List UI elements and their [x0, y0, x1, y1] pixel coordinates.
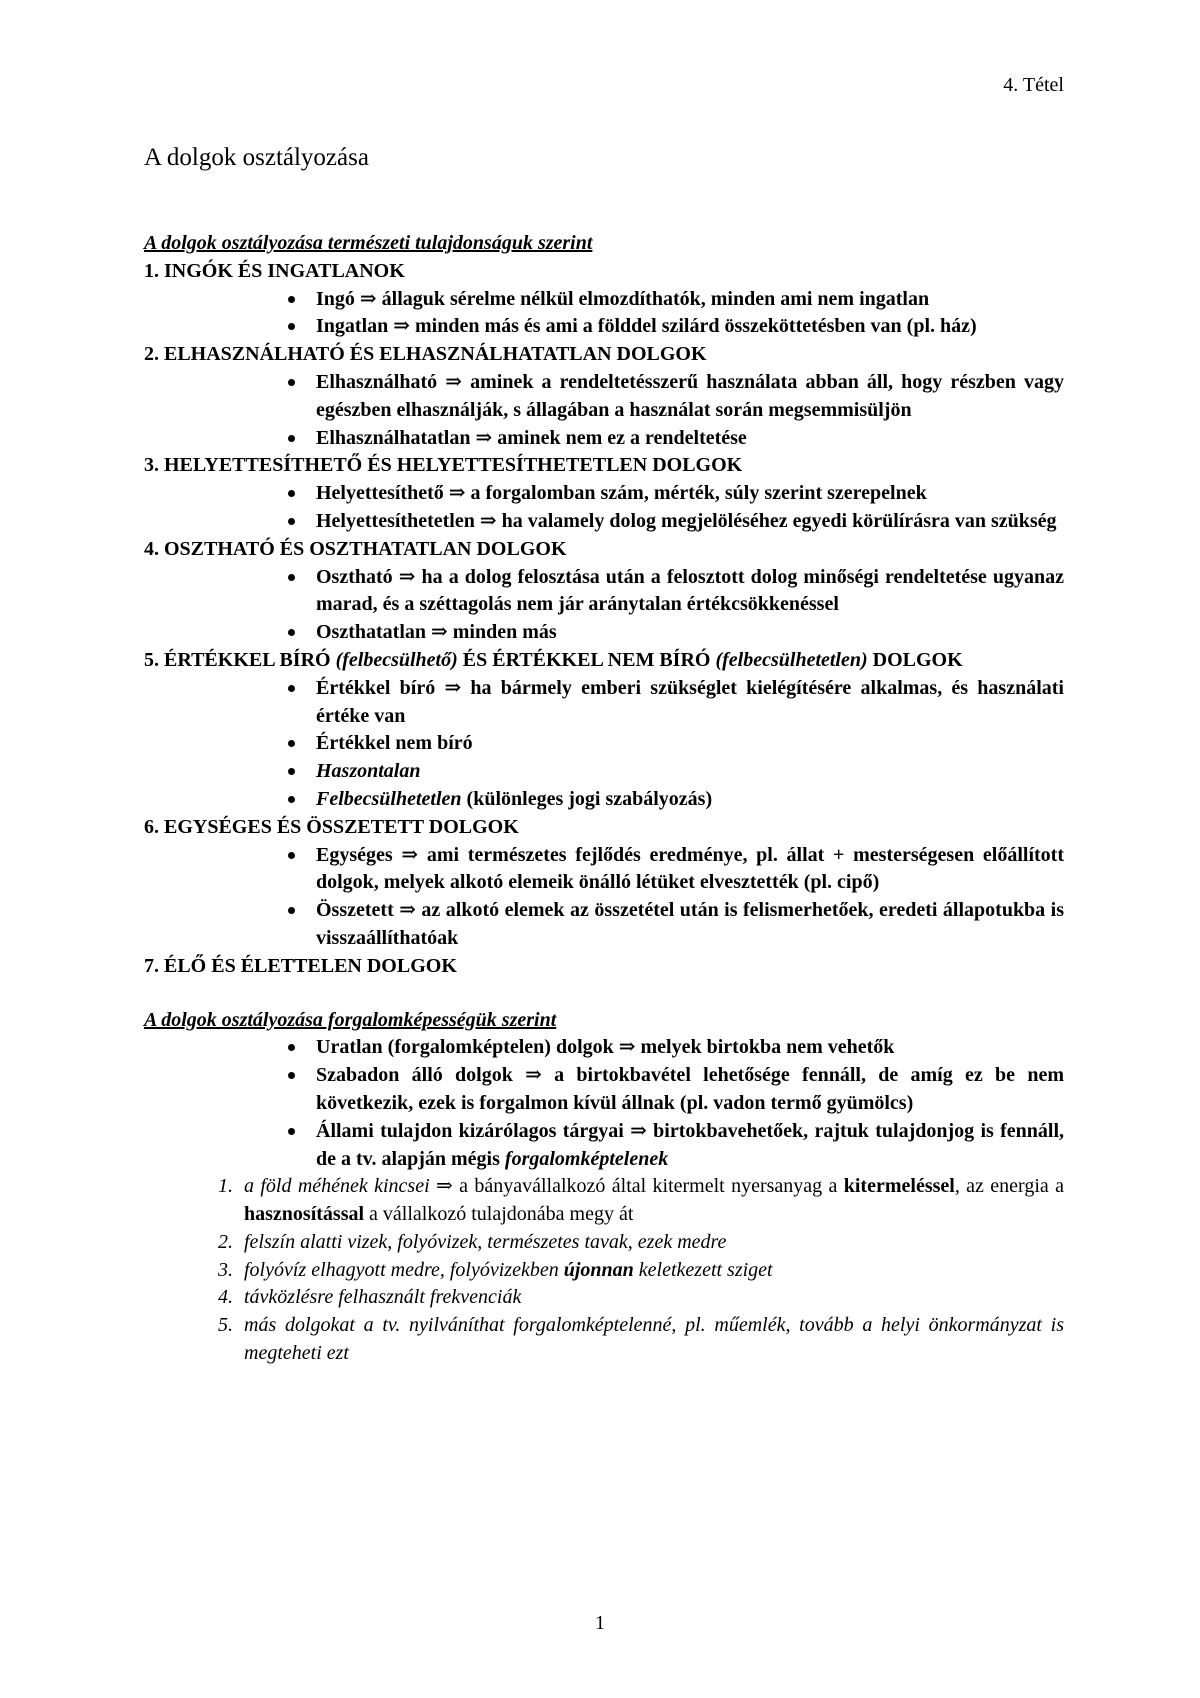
- list-item: [218, 1173, 1065, 1229]
- bullet-list: [144, 675, 1064, 814]
- definition: ⇒ ha valamely dolog megjelöléséhez egyedi körülírásra van szükség: [474, 509, 1057, 532]
- bullet-list: [144, 842, 1064, 953]
- definition: ⇒ aminek nem ez a rendeltetése: [470, 426, 747, 449]
- definition: ⇒ birtokbavehetőek, rajtuk tulajdonjog is fennáll, de a tv. alapján mégis: [316, 1119, 1065, 1170]
- bullet-list: [144, 564, 1064, 647]
- category-title: 3. HELYETTESÍTHETŐ ÉS HELYETTESÍTHETETLEN DOLGOK: [144, 454, 743, 477]
- document-body: [144, 230, 1064, 1368]
- emphasis: forgalomképtelenek: [504, 1147, 669, 1170]
- category-title-part: ÉS ÉRTÉKKEL NEM BÍRÓ: [457, 648, 716, 671]
- definition: ⇒ a forgalomban szám, mérték, súly szerint szerepelnek: [443, 482, 927, 505]
- list-item: [316, 730, 1064, 758]
- list-item: [316, 1118, 1064, 1174]
- term: Értékkel bíró: [316, 676, 436, 699]
- definition: ⇒ ami természetes fejlődés eredménye, pl. állat + mesterségesen előállított dolgok, melyek alkotó elemeik önálló létüket elvesztették (pl. cipő): [316, 843, 1064, 894]
- term: Összetett: [316, 899, 394, 922]
- bullet-list: [144, 1034, 1064, 1173]
- definition: ⇒ melyek birtokba nem vehetők: [613, 1036, 895, 1059]
- item-text: távközlésre felhasznált frekvenciák: [244, 1286, 522, 1309]
- category-title: 4. OSZTHATÓ ÉS OSZTHATATLAN DOLGOK: [144, 537, 567, 560]
- list-item: [316, 675, 1064, 731]
- item-emphasis: kitermeléssel: [843, 1175, 955, 1198]
- category-title: 1. INGÓK ÉS INGATLANOK: [144, 259, 405, 282]
- item-number: 5.: [218, 1314, 233, 1337]
- term: Osztható: [316, 565, 393, 588]
- term: Oszthatatlan: [316, 621, 426, 644]
- term: Egységes: [316, 843, 393, 866]
- section-heading-natural: A dolgok osztályozása természeti tulajdonságuk szerint: [144, 232, 593, 254]
- item-text: , az energia a: [954, 1175, 1065, 1198]
- list-item: [218, 1229, 1064, 1257]
- list-item: [316, 897, 1064, 953]
- term: Helyettesíthetetlen: [316, 509, 475, 532]
- definition: ⇒ ha bármely emberi szükséglet kielégítésére alkalmas, és használati értéke van: [316, 676, 1064, 727]
- list-item: [316, 425, 1064, 453]
- category-title: 2. ELHASZNÁLHATÓ ÉS ELHASZNÁLHATATLAN DOLGOK: [144, 343, 707, 366]
- list-item: [316, 480, 1064, 508]
- term: Helyettesíthető: [316, 482, 444, 505]
- category-title-part: 5. ÉRTÉKKEL BÍRÓ: [144, 648, 336, 671]
- term: Ingatlan: [316, 315, 389, 338]
- spacer: [144, 981, 1064, 1007]
- list-item: [316, 1062, 1064, 1118]
- definition: ⇒ minden más és ami a földdel szilárd összeköttetésben van (pl. ház): [388, 315, 977, 338]
- section-heading-tradability: A dolgok osztályozása forgalomképességük szerint: [144, 1008, 557, 1031]
- category-title: 6. EGYSÉGES ÉS ÖSSZETETT DOLGOK: [144, 815, 519, 838]
- item-text: folyóvíz elhagyott medre, folyóvizekben: [244, 1258, 564, 1281]
- term: Elhasználhatatlan: [316, 426, 471, 449]
- bullet-list: [144, 480, 1064, 536]
- definition: (különleges jogi szabályozás): [461, 787, 713, 810]
- definition: ⇒ az alkotó elemek az összetétel után is felismerhetőek, eredeti állapotukba is visszaállíthatóak: [316, 899, 1064, 949]
- definition: ⇒ a birtokbavétel lehetősége fennáll, de amíg ez be nem következik, ezek is forgalmon kívül állnak (pl. vadon termő gyümölcs): [316, 1064, 1064, 1114]
- term: Szabadon álló dolgok: [316, 1064, 513, 1087]
- page-label: 4. Tétel: [1003, 74, 1064, 96]
- page-number: 1: [595, 1612, 605, 1634]
- list-item: [218, 1312, 1064, 1368]
- list-item: [316, 842, 1064, 898]
- list-item: [316, 1034, 1064, 1062]
- list-item: [316, 286, 1064, 314]
- item-text: keletkezett sziget: [633, 1258, 773, 1281]
- item-number: 3.: [218, 1258, 233, 1281]
- numbered-list: [144, 1173, 1064, 1368]
- definition: ⇒ minden más: [426, 621, 557, 644]
- item-text: más dolgokat a tv. nyilváníthat forgalomképtelenné, pl. műemlék, tovább a helyi önkormányzat is megteheti ezt: [244, 1314, 1064, 1365]
- term: Haszontalan: [316, 760, 421, 783]
- term: Felbecsülhetetlen: [316, 787, 462, 810]
- item-text: a föld méhének kincsei: [244, 1175, 430, 1198]
- term: Állami tulajdon kizárólagos tárgyai: [316, 1119, 624, 1142]
- bullet-list: [144, 369, 1064, 452]
- list-item: [316, 508, 1064, 536]
- list-item: [316, 758, 1064, 786]
- item-text: felszín alatti vizek, folyóvizek, természetes tavak, ezek medre: [244, 1230, 727, 1253]
- list-item: [316, 564, 1064, 620]
- page-title: A dolgok osztályozása: [144, 144, 369, 171]
- list-item: [316, 619, 1064, 647]
- item-number: 4.: [218, 1286, 233, 1309]
- term: Elhasználható: [316, 370, 438, 393]
- item-text: ⇒ a bányavállalkozó által kitermelt nyersanyag a: [429, 1175, 844, 1198]
- term: Értékkel nem bíró: [316, 732, 473, 755]
- category-title: 7. ÉLŐ ÉS ÉLETTELEN DOLGOK: [144, 954, 457, 977]
- list-item: [218, 1284, 1064, 1312]
- item-emphasis: újonnan: [563, 1258, 634, 1281]
- term: Uratlan (forgalomképtelen) dolgok: [316, 1036, 614, 1059]
- item-number: 2.: [218, 1230, 233, 1253]
- term: Ingó: [316, 287, 355, 310]
- list-item: [316, 313, 1064, 341]
- item-number: 1.: [218, 1175, 233, 1198]
- list-item: [316, 369, 1064, 425]
- category-title: [144, 647, 1064, 675]
- category-title-part: DOLGOK: [872, 648, 963, 671]
- definition: ⇒ állaguk sérelme nélkül elmozdíthatók, minden ami nem ingatlan: [354, 287, 930, 310]
- list-item: [218, 1257, 1064, 1285]
- bullet-list: [144, 286, 1064, 342]
- category-title-part: (felbecsülhető): [335, 648, 458, 671]
- list-item: [316, 786, 1064, 814]
- category-title-part: (felbecsülhetetlen): [715, 648, 868, 671]
- item-emphasis: hasznosítással: [244, 1203, 365, 1226]
- definition: ⇒ ha a dolog felosztása után a felosztott dolog minőségi rendeltetése ugyanaz marad, és a széttagolás nem jár aránytalan értékcsökkenéssel: [316, 565, 1064, 616]
- definition: ⇒ aminek a rendeltetésszerű használata abban áll, hogy részben vagy egészben elhasználják, s állagában a használat során megsemmisüljön: [316, 370, 1064, 421]
- item-text: a vállalkozó tulajdonába megy át: [364, 1203, 634, 1226]
